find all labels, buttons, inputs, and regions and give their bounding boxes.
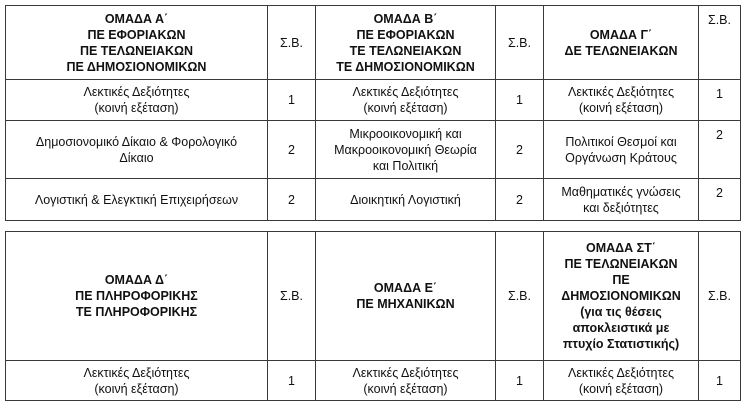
table-row — [6, 179, 741, 221]
group-c-header: ΟΜΑΔΑ Γ΄ ΔΕ ΤΕΛΩΝΕΙΑΚΩΝ — [544, 6, 699, 80]
exam-subjects-table-2 — [5, 231, 741, 401]
group-a-header: ΟΜΑΔΑ Α΄ ΠΕ ΕΦΟΡΙΑΚΩΝ ΠΕ ΤΕΛΩΝΕΙΑΚΩΝ ΠΕ ΔΗΜΟΣΙΟΝΟΜΙΚΩΝ — [6, 6, 268, 80]
subject-cell: Λεκτικές Δεξιότητες (κοινή εξέταση) — [6, 361, 268, 401]
subject-cell: Λεκτικές Δεξιότητες (κοινή εξέταση) — [544, 361, 699, 401]
sv-value: 1 — [268, 80, 316, 121]
sv-value: 2 — [496, 121, 544, 179]
sv-value: 1 — [699, 80, 741, 121]
sv-header: Σ.Β. — [699, 6, 741, 80]
sv-value: 1 — [268, 361, 316, 401]
group-b-header: ΟΜΑΔΑ Β΄ ΠΕ ΕΦΟΡΙΑΚΩΝ ΤΕ ΤΕΛΩΝΕΙΑΚΩΝ ΤΕ ΔΗΜΟΣΙΟΝΟΜΙΚΩΝ — [316, 6, 496, 80]
sv-header: Σ.Β. — [699, 232, 741, 361]
table-header-row — [6, 6, 741, 80]
subject-cell: Μαθηματικές γνώσεις και δεξιότητες — [544, 179, 699, 221]
subject-cell: Πολιτικοί Θεσμοί και Οργάνωση Κράτους — [544, 121, 699, 179]
table-header-row — [6, 232, 741, 361]
subject-cell: Λεκτικές Δεξιότητες (κοινή εξέταση) — [544, 80, 699, 121]
subject-cell: Λογιστική & Ελεγκτική Επιχειρήσεων — [6, 179, 268, 221]
sv-value: 1 — [496, 80, 544, 121]
subject-cell: Δημοσιονομικό Δίκαιο & Φορολογικό Δίκαιο — [6, 121, 268, 179]
subject-cell: Διοικητική Λογιστική — [316, 179, 496, 221]
group-e-header: ΟΜΑΔΑ Ε΄ ΠΕ ΜΗΧΑΝΙΚΩΝ — [316, 232, 496, 361]
sv-header: Σ.Β. — [496, 6, 544, 80]
table-row — [6, 361, 741, 401]
sv-value: 2 — [699, 121, 741, 179]
subject-cell: Μικροοικονομική και Μακροοικονομική Θεωρία και Πολιτική — [316, 121, 496, 179]
sv-value: 2 — [496, 179, 544, 221]
table-row — [6, 80, 741, 121]
group-d-header: ΟΜΑΔΑ Δ΄ ΠΕ ΠΛΗΡΟΦΟΡΙΚΗΣ ΤΕ ΠΛΗΡΟΦΟΡΙΚΗΣ — [6, 232, 268, 361]
exam-subjects-table-1 — [5, 5, 741, 221]
subject-cell: Λεκτικές Δεξιότητες (κοινή εξέταση) — [6, 80, 268, 121]
sv-header: Σ.Β. — [496, 232, 544, 361]
sv-value: 2 — [699, 179, 741, 221]
sv-header: Σ.Β. — [268, 6, 316, 80]
sv-value: 2 — [268, 121, 316, 179]
sv-header: Σ.Β. — [268, 232, 316, 361]
sv-value: 2 — [268, 179, 316, 221]
group-st-header: ΟΜΑΔΑ ΣΤ΄ ΠΕ ΤΕΛΩΝΕΙΑΚΩΝ ΠΕ ΔΗΜΟΣΙΟΝΟΜΙΚΩΝ (για τις θέσεις αποκλειστικά με πτυχίο Στατιστικής) — [544, 232, 699, 361]
subject-cell: Λεκτικές Δεξιότητες (κοινή εξέταση) — [316, 361, 496, 401]
sv-value: 1 — [496, 361, 544, 401]
table-row — [6, 121, 741, 179]
subject-cell: Λεκτικές Δεξιότητες (κοινή εξέταση) — [316, 80, 496, 121]
sv-value: 1 — [699, 361, 741, 401]
